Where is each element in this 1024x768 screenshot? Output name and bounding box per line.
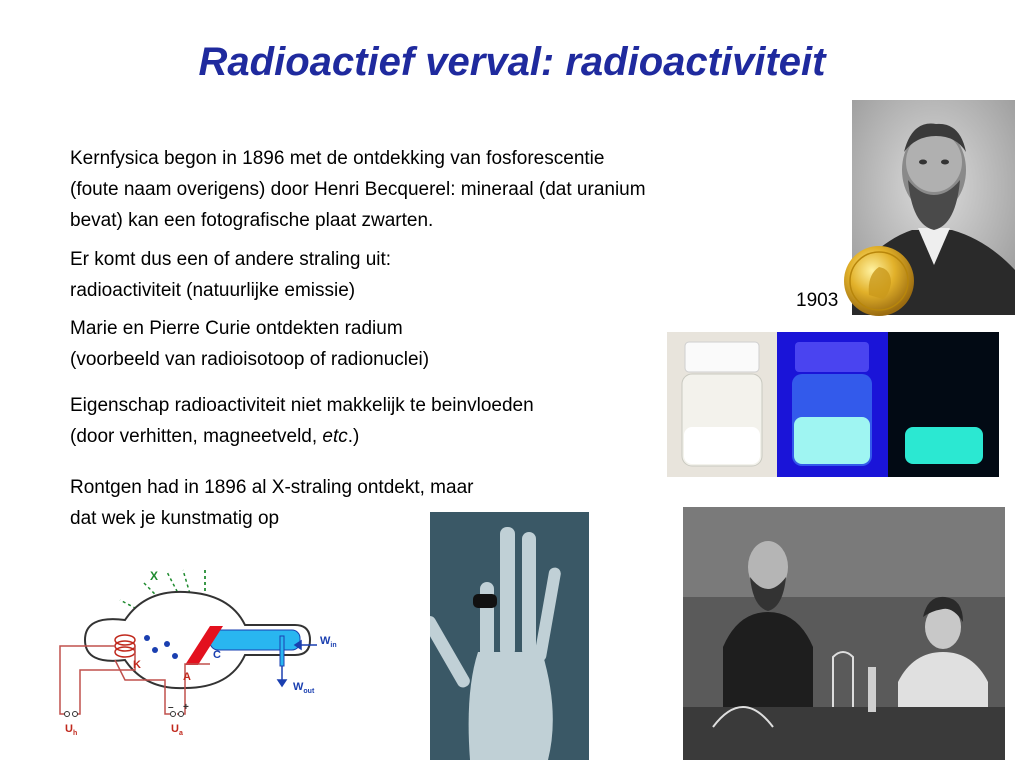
paragraph-becquerel [70,143,646,236]
text-line: bevat) kan een fotografische plaat zwarten. [70,210,434,231]
label-main: U [171,723,179,735]
text-line: Marie en Pierre Curie ontdekten radium [70,318,403,339]
curies-lab-photo [683,507,1005,760]
nobel-medal-icon [843,245,915,317]
hand-xray-image [430,512,589,760]
fluorescent-jars-photo [667,332,999,477]
text-line: (voorbeeld van radioisotoop of radionuclei) [70,349,430,370]
text-fragment: (door verhitten, magneetveld, [70,426,323,447]
label-x: X [150,569,159,583]
label-sub: in [330,642,337,649]
text-line: dat wek je kunstmatig op [70,508,280,529]
label-w-in [320,635,337,649]
text-line: Rontgen had in 1896 al X-straling ontdekt, maar [70,477,474,498]
nobel-year-label: 1903 [796,290,839,311]
text-line: Eigenschap radioactiviteit niet makkelijk te beinvloeden [70,395,534,416]
paragraph-property [70,390,534,452]
ring [473,594,497,608]
label-sub: h [72,730,78,737]
label-u-h [65,723,77,737]
paragraph-radiation [70,244,391,306]
label-sub: out [303,688,315,695]
label-minus: – [168,702,174,713]
text-line: Kernfysica begon in 1896 met de ontdekking van fosforescentie [70,148,605,169]
label-c: C [213,649,221,661]
text-line: radioactiviteit (natuurlijke emissie) [70,280,356,301]
label-sub: a [178,730,183,737]
paragraph-curie [70,313,429,375]
text-line [70,421,534,452]
text-fragment: .) [347,426,360,447]
text-line: (foute naam overigens) door Henri Becquerel: mineraal (dat uranium [70,179,646,200]
cooling-body [210,630,300,650]
label-plus: + [183,702,189,713]
label-a: A [183,671,191,683]
label-k: K [133,659,141,671]
text-line: Er komt dus een of andere straling uit: [70,249,392,270]
label-main: W [320,635,331,647]
label-main: W [293,681,304,693]
paragraph-rontgen [70,472,473,534]
label-u-a [171,723,183,737]
slide-title: Radioactief verval: radioactiviteit [198,40,826,84]
label-main: U [65,723,73,735]
xray-tube-diagram [55,560,355,740]
italic-etc: etc [322,426,348,447]
label-w-out [293,681,315,695]
